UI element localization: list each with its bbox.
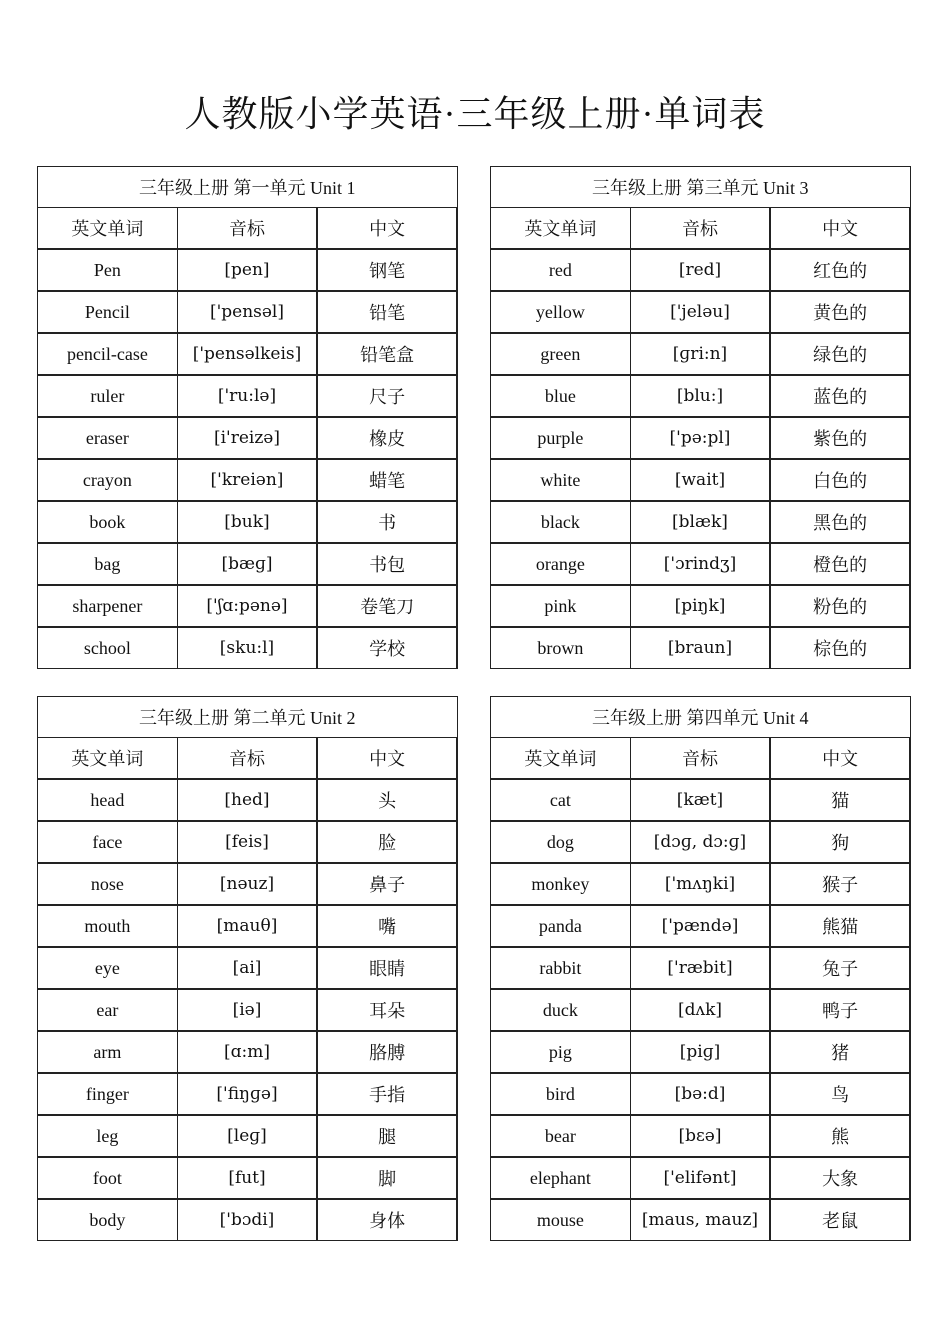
phonetic: [i'reizə] [177, 417, 317, 459]
chinese-meaning: 嘴 [317, 905, 457, 947]
table-row [491, 249, 911, 291]
table-row [491, 1115, 911, 1157]
english-word: pink [491, 585, 631, 627]
phonetic: ['pə:pl] [630, 417, 770, 459]
table-row [491, 1073, 911, 1115]
chinese-meaning: 白色的 [770, 459, 910, 501]
chinese-meaning: 蓝色的 [770, 375, 910, 417]
chinese-meaning: 脚 [317, 1157, 457, 1199]
phonetic: ['fiŋɡə] [177, 1073, 317, 1115]
english-word: leg [38, 1115, 178, 1157]
phonetic: ['elifənt] [630, 1157, 770, 1199]
phonetic: [kæt] [630, 779, 770, 821]
table-row [491, 1031, 911, 1073]
table-row [38, 501, 458, 543]
chinese-meaning: 书包 [317, 543, 457, 585]
chinese-meaning: 粉色的 [770, 585, 910, 627]
unit-2-table [37, 696, 458, 1241]
table-row [491, 501, 911, 543]
header-phonetic: 音标 [630, 208, 770, 250]
chinese-meaning: 绿色的 [770, 333, 910, 375]
phonetic: [ɑ:m] [177, 1031, 317, 1073]
english-word: white [491, 459, 631, 501]
table-row [491, 989, 911, 1031]
english-word: dog [491, 821, 631, 863]
table-row [38, 989, 458, 1031]
english-word: Pencil [38, 291, 178, 333]
phonetic: [bɛə] [630, 1115, 770, 1157]
phonetic: ['jeləu] [630, 291, 770, 333]
chinese-meaning: 熊猫 [770, 905, 910, 947]
header-chinese: 中文 [317, 208, 457, 250]
english-word: pig [491, 1031, 631, 1073]
chinese-meaning: 铅笔盒 [317, 333, 457, 375]
english-word: eraser [38, 417, 178, 459]
phonetic: ['pændə] [630, 905, 770, 947]
english-word: green [491, 333, 631, 375]
table-row [491, 863, 911, 905]
header-phonetic: 音标 [177, 738, 317, 780]
phonetic: ['kreiən] [177, 459, 317, 501]
english-word: bear [491, 1115, 631, 1157]
chinese-meaning: 身体 [317, 1199, 457, 1241]
table-row [491, 459, 911, 501]
phonetic: [piŋk] [630, 585, 770, 627]
phonetic: [bə:d] [630, 1073, 770, 1115]
english-word: body [38, 1199, 178, 1241]
english-word: face [38, 821, 178, 863]
phonetic: [braun] [630, 627, 770, 669]
chinese-meaning: 兔子 [770, 947, 910, 989]
chinese-meaning: 卷笔刀 [317, 585, 457, 627]
unit-heading: 三年级上册 第三单元 Unit 3 [491, 167, 911, 208]
table-row [38, 1031, 458, 1073]
column-header-row [38, 208, 458, 250]
unit-heading: 三年级上册 第四单元 Unit 4 [491, 697, 911, 738]
phonetic: [sku:l] [177, 627, 317, 669]
header-english-word: 英文单词 [491, 208, 631, 250]
phonetic: [dʌk] [630, 989, 770, 1031]
chinese-meaning: 猴子 [770, 863, 910, 905]
phonetic: [maus, mauz] [630, 1199, 770, 1241]
chinese-meaning: 熊 [770, 1115, 910, 1157]
chinese-meaning: 黄色的 [770, 291, 910, 333]
english-word: school [38, 627, 178, 669]
table-row [38, 585, 458, 627]
english-word: nose [38, 863, 178, 905]
table-row [491, 779, 911, 821]
phonetic: [iə] [177, 989, 317, 1031]
table-row [491, 1199, 911, 1241]
table-row [38, 779, 458, 821]
chinese-meaning: 鸭子 [770, 989, 910, 1031]
english-word: duck [491, 989, 631, 1031]
phonetic: [dɔɡ, dɔ:ɡ] [630, 821, 770, 863]
header-chinese: 中文 [317, 738, 457, 780]
header-english-word: 英文单词 [491, 738, 631, 780]
english-word: eye [38, 947, 178, 989]
phonetic: [bæɡ] [177, 543, 317, 585]
table-row [38, 249, 458, 291]
phonetic: [red] [630, 249, 770, 291]
table-row [38, 543, 458, 585]
unit-heading: 三年级上册 第二单元 Unit 2 [38, 697, 458, 738]
table-row [491, 291, 911, 333]
chinese-meaning: 腿 [317, 1115, 457, 1157]
chinese-meaning: 老鼠 [770, 1199, 910, 1241]
english-word: red [491, 249, 631, 291]
chinese-meaning: 手指 [317, 1073, 457, 1115]
unit-1-table [37, 166, 458, 669]
english-word: blue [491, 375, 631, 417]
phonetic: ['pensəl] [177, 291, 317, 333]
english-word: panda [491, 905, 631, 947]
phonetic: ['pensəlkeis] [177, 333, 317, 375]
phonetic: [ɡri:n] [630, 333, 770, 375]
table-row [491, 585, 911, 627]
english-word: rabbit [491, 947, 631, 989]
table-row [491, 543, 911, 585]
english-word: elephant [491, 1157, 631, 1199]
chinese-meaning: 头 [317, 779, 457, 821]
english-word: black [491, 501, 631, 543]
chinese-meaning: 蜡笔 [317, 459, 457, 501]
table-row [491, 375, 911, 417]
column-header-row [38, 738, 458, 780]
table-row [38, 1073, 458, 1115]
phonetic: [hed] [177, 779, 317, 821]
table-row [491, 947, 911, 989]
english-word: head [38, 779, 178, 821]
chinese-meaning: 脸 [317, 821, 457, 863]
chinese-meaning: 橙色的 [770, 543, 910, 585]
english-word: mouse [491, 1199, 631, 1241]
unit-3-table [490, 166, 911, 669]
chinese-meaning: 大象 [770, 1157, 910, 1199]
phonetic: [blæk] [630, 501, 770, 543]
phonetic: [nəuz] [177, 863, 317, 905]
phonetic: [mauθ] [177, 905, 317, 947]
table-row [38, 1157, 458, 1199]
chinese-meaning: 铅笔 [317, 291, 457, 333]
phonetic: [feis] [177, 821, 317, 863]
phonetic: ['ɔrindʒ] [630, 543, 770, 585]
phonetic: [piɡ] [630, 1031, 770, 1073]
english-word: purple [491, 417, 631, 459]
table-row [491, 821, 911, 863]
table-row [38, 947, 458, 989]
table-row [38, 291, 458, 333]
english-word: Pen [38, 249, 178, 291]
chinese-meaning: 猪 [770, 1031, 910, 1073]
english-word: bird [491, 1073, 631, 1115]
chinese-meaning: 鼻子 [317, 863, 457, 905]
table-row [38, 821, 458, 863]
chinese-meaning: 棕色的 [770, 627, 910, 669]
table-row [38, 1199, 458, 1241]
unit-4-table [490, 696, 911, 1241]
phonetic: [wait] [630, 459, 770, 501]
chinese-meaning: 学校 [317, 627, 457, 669]
english-word: crayon [38, 459, 178, 501]
english-word: brown [491, 627, 631, 669]
header-chinese: 中文 [770, 738, 910, 780]
english-word: ruler [38, 375, 178, 417]
chinese-meaning: 狗 [770, 821, 910, 863]
english-word: yellow [491, 291, 631, 333]
phonetic: [leɡ] [177, 1115, 317, 1157]
phonetic: [fut] [177, 1157, 317, 1199]
phonetic: ['mʌŋki] [630, 863, 770, 905]
english-word: monkey [491, 863, 631, 905]
table-row [38, 459, 458, 501]
phonetic: ['ræbit] [630, 947, 770, 989]
table-row [491, 333, 911, 375]
english-word: finger [38, 1073, 178, 1115]
phonetic: ['ru:lə] [177, 375, 317, 417]
chinese-meaning: 钢笔 [317, 249, 457, 291]
chinese-meaning: 红色的 [770, 249, 910, 291]
page-title: 人教版小学英语·三年级上册·单词表 [184, 94, 766, 134]
table-row [38, 905, 458, 947]
header-chinese: 中文 [770, 208, 910, 250]
english-word: ear [38, 989, 178, 1031]
table-row [38, 333, 458, 375]
english-word: sharpener [38, 585, 178, 627]
phonetic: [pen] [177, 249, 317, 291]
chinese-meaning: 胳膊 [317, 1031, 457, 1073]
english-word: foot [38, 1157, 178, 1199]
column-header-row [491, 208, 911, 250]
chinese-meaning: 耳朵 [317, 989, 457, 1031]
chinese-meaning: 书 [317, 501, 457, 543]
table-row [491, 627, 911, 669]
unit-heading: 三年级上册 第一单元 Unit 1 [38, 167, 458, 208]
phonetic: ['ʃɑ:pənə] [177, 585, 317, 627]
chinese-meaning: 眼睛 [317, 947, 457, 989]
chinese-meaning: 猫 [770, 779, 910, 821]
english-word: book [38, 501, 178, 543]
table-row [38, 863, 458, 905]
phonetic: [buk] [177, 501, 317, 543]
table-row [491, 1157, 911, 1199]
chinese-meaning: 黑色的 [770, 501, 910, 543]
phonetic: ['bɔdi] [177, 1199, 317, 1241]
english-word: pencil-case [38, 333, 178, 375]
table-row [38, 375, 458, 417]
header-phonetic: 音标 [177, 208, 317, 250]
english-word: mouth [38, 905, 178, 947]
english-word: cat [491, 779, 631, 821]
english-word: arm [38, 1031, 178, 1073]
english-word: orange [491, 543, 631, 585]
chinese-meaning: 橡皮 [317, 417, 457, 459]
english-word: bag [38, 543, 178, 585]
chinese-meaning: 尺子 [317, 375, 457, 417]
column-header-row [491, 738, 911, 780]
table-row [38, 627, 458, 669]
header-english-word: 英文单词 [38, 738, 178, 780]
chinese-meaning: 鸟 [770, 1073, 910, 1115]
header-english-word: 英文单词 [38, 208, 178, 250]
table-row [38, 417, 458, 459]
chinese-meaning: 紫色的 [770, 417, 910, 459]
table-row [491, 417, 911, 459]
phonetic: [blu:] [630, 375, 770, 417]
table-row [38, 1115, 458, 1157]
table-row [491, 905, 911, 947]
header-phonetic: 音标 [630, 738, 770, 780]
phonetic: [ai] [177, 947, 317, 989]
